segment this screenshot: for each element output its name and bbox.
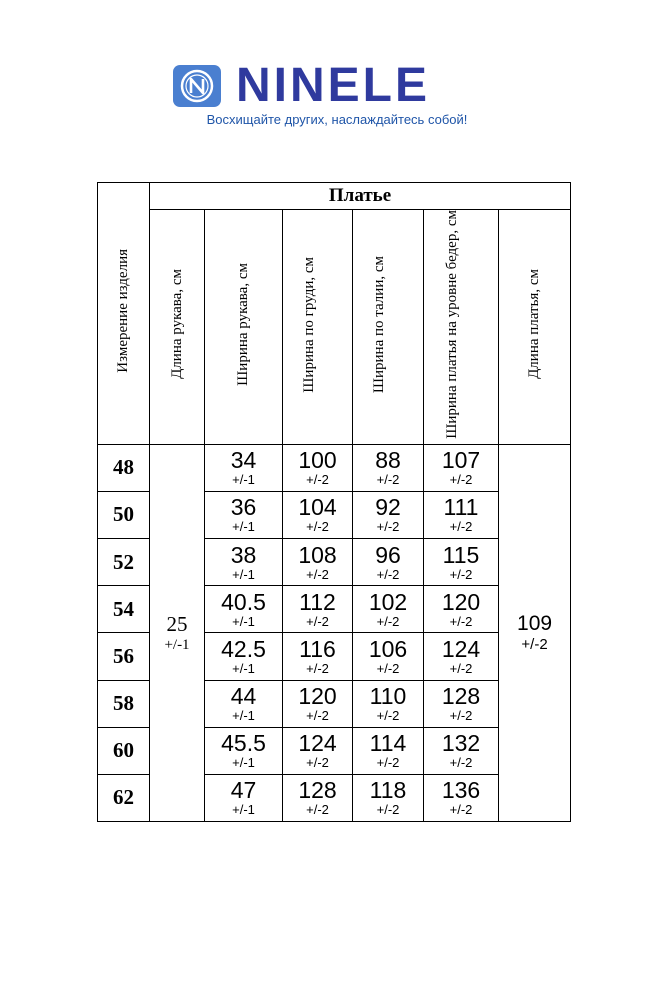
sleeve-width-cell: [205, 633, 283, 680]
dress-length-tolerance: +/-2: [521, 635, 548, 653]
waist-width-cell: [353, 444, 424, 491]
table-row: [98, 444, 571, 491]
col-header-chest-width: Ширина по груди, см: [283, 210, 353, 445]
hip-width-cell: [424, 491, 499, 538]
sleeve-width-value: 36: [230, 494, 257, 521]
hip-width-cell: [424, 444, 499, 491]
hip-width-value: 120: [441, 588, 481, 615]
size-header-cell: [98, 183, 150, 445]
chest-width-cell: [283, 444, 353, 491]
hip-width-cell: [424, 539, 499, 586]
chest-width-tolerance: +/-2: [306, 660, 329, 676]
chest-width-cell: [283, 539, 353, 586]
chest-width-value: 112: [299, 588, 336, 615]
col-header-sleeve-length: Длина рукава, см: [150, 210, 205, 445]
hip-width-cell: [424, 633, 499, 680]
waist-width-tolerance: +/-2: [376, 472, 400, 488]
hip-width-value: 111: [443, 494, 479, 521]
col-header-hip-width: Ширина платья на уровне бедер, см: [424, 210, 499, 445]
chest-width-cell: [283, 680, 353, 727]
sleeve-width-cell: [205, 539, 283, 586]
hip-width-tolerance: +/-2: [449, 472, 473, 488]
chest-width-value: 128: [298, 777, 337, 804]
chest-width-value: 124: [298, 730, 337, 757]
sleeve-width-tolerance: +/-1: [232, 755, 255, 771]
waist-width-tolerance: +/-2: [376, 708, 400, 724]
sleeve-width-value: 42.5: [221, 635, 266, 662]
hip-width-tolerance: +/-2: [449, 802, 473, 818]
waist-width-cell: [353, 774, 424, 821]
sleeve-width-value: 40.5: [221, 588, 266, 615]
waist-width-tolerance: +/-2: [376, 566, 400, 582]
hip-width-tolerance: +/-2: [449, 519, 473, 535]
size-table: [97, 182, 571, 822]
size-cell: 60: [98, 727, 150, 774]
col-header-dress-length: Длина платья, см: [499, 210, 571, 445]
sleeve-length-value: 25: [166, 611, 188, 636]
waist-width-value: 118: [369, 777, 407, 804]
waist-width-cell: [353, 727, 424, 774]
chest-width-tolerance: +/-2: [306, 613, 329, 629]
hip-width-cell: [424, 586, 499, 633]
waist-width-value: 92: [375, 494, 401, 521]
sleeve-width-value: 45.5: [221, 730, 266, 757]
hip-width-tolerance: +/-2: [449, 708, 473, 724]
sleeve-width-tolerance: +/-1: [232, 566, 255, 582]
col-header-waist-width: Ширина по талии, см: [353, 210, 424, 445]
hip-width-cell: [424, 680, 499, 727]
sleeve-width-value: 47: [230, 777, 257, 804]
sleeve-width-tolerance: +/-1: [232, 802, 255, 818]
hip-width-tolerance: +/-2: [449, 660, 473, 676]
hip-width-value: 128: [441, 683, 481, 710]
hip-width-tolerance: +/-2: [449, 613, 473, 629]
sleeve-width-value: 44: [230, 683, 257, 710]
hip-width-tolerance: +/-2: [449, 566, 473, 582]
chest-width-value: 108: [298, 541, 337, 568]
chest-width-tolerance: +/-2: [306, 802, 329, 818]
dress-length-value: 109: [517, 611, 553, 635]
waist-width-tolerance: +/-2: [376, 660, 400, 676]
chest-width-value: 116: [299, 635, 336, 662]
waist-width-cell: [353, 539, 424, 586]
chest-width-cell: [283, 586, 353, 633]
waist-width-cell: [353, 633, 424, 680]
waist-width-tolerance: +/-2: [376, 519, 400, 535]
waist-width-cell: [353, 491, 424, 538]
size-cell: 54: [98, 586, 150, 633]
ninele-n-badge-icon: [172, 64, 222, 108]
waist-width-tolerance: +/-2: [376, 755, 400, 771]
waist-width-value: 110: [369, 683, 407, 710]
size-cell: 52: [98, 539, 150, 586]
size-header-label: Измерение изделия: [115, 249, 131, 373]
chest-width-tolerance: +/-2: [306, 755, 329, 771]
table-title: Платье: [150, 183, 571, 210]
chest-width-cell: [283, 633, 353, 680]
size-cell: 50: [98, 491, 150, 538]
sleeve-width-cell: [205, 680, 283, 727]
sleeve-width-tolerance: +/-1: [232, 613, 255, 629]
sleeve-width-tolerance: +/-1: [232, 519, 255, 535]
waist-width-value: 102: [368, 588, 408, 615]
sleeve-width-value: 34: [230, 447, 257, 474]
waist-width-value: 96: [375, 541, 401, 568]
chest-width-value: 104: [298, 494, 337, 521]
chest-width-tolerance: +/-2: [306, 708, 329, 724]
chest-width-value: 100: [298, 447, 337, 474]
sleeve-width-tolerance: +/-1: [232, 708, 255, 724]
hip-width-value: 132: [441, 730, 481, 757]
waist-width-tolerance: +/-2: [376, 802, 400, 818]
sleeve-length-tolerance: +/-1: [164, 636, 190, 653]
waist-width-cell: [353, 586, 424, 633]
chest-width-tolerance: +/-2: [306, 472, 329, 488]
hip-width-cell: [424, 774, 499, 821]
chest-width-cell: [283, 774, 353, 821]
brand-logo: [172, 59, 502, 134]
waist-width-value: 114: [369, 730, 407, 757]
size-cell: 62: [98, 774, 150, 821]
chest-width-value: 120: [298, 683, 337, 710]
chest-width-tolerance: +/-2: [306, 566, 329, 582]
chest-width-tolerance: +/-2: [306, 519, 329, 535]
waist-width-tolerance: +/-2: [376, 613, 400, 629]
sleeve-width-value: 38: [230, 541, 257, 568]
sleeve-width-cell: [205, 444, 283, 491]
hip-width-value: 124: [441, 635, 481, 662]
hip-width-value: 115: [442, 541, 480, 568]
waist-width-value: 106: [368, 635, 408, 662]
waist-width-value: 88: [375, 447, 401, 474]
waist-width-cell: [353, 680, 424, 727]
col-header-sleeve-width: Ширина рукава, см: [205, 210, 283, 445]
sleeve-width-cell: [205, 727, 283, 774]
chest-width-cell: [283, 491, 353, 538]
dress-length-cell: [499, 444, 571, 821]
sleeve-width-cell: [205, 491, 283, 538]
sleeve-length-cell: [150, 444, 205, 821]
size-chart: [97, 182, 570, 822]
hip-width-tolerance: +/-2: [449, 755, 473, 771]
chest-width-cell: [283, 727, 353, 774]
size-cell: 48: [98, 444, 150, 491]
size-cell: 58: [98, 680, 150, 727]
size-cell: 56: [98, 633, 150, 680]
sleeve-width-tolerance: +/-1: [232, 472, 255, 488]
hip-width-value: 136: [441, 777, 481, 804]
sleeve-width-tolerance: +/-1: [232, 660, 255, 676]
hip-width-cell: [424, 727, 499, 774]
hip-width-value: 107: [441, 447, 481, 474]
sleeve-width-cell: [205, 774, 283, 821]
sleeve-width-cell: [205, 586, 283, 633]
brand-tagline: Восхищайте других, наслаждайтесь собой!: [206, 112, 468, 127]
brand-name: NINELE: [236, 59, 431, 112]
